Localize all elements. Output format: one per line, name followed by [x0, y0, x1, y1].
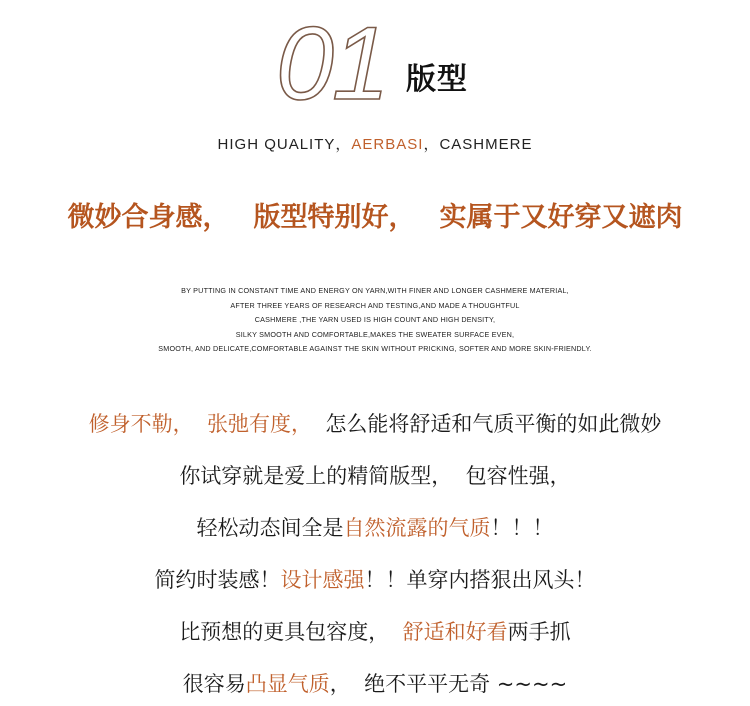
body-highlight: 自然流露的气质	[343, 516, 491, 540]
body-line-1	[0, 398, 750, 450]
headline-phrase-2: 版型特别好，	[253, 202, 416, 233]
english-line: SILKY SMOOTH AND COMFORTABLE,MAKES THE SWEATER SURFACE EVEN,	[235, 329, 515, 339]
english-line: CASHMERE ,THE YARN USED IS HIGH COUNT AND HIGH DENSITY,	[254, 315, 496, 325]
body-text: 比预想的更具包容度，	[179, 620, 403, 644]
body-text: ， 绝不平平无奇 ~~~~	[329, 672, 568, 696]
body-highlight: 设计感强	[280, 568, 365, 592]
section-header	[0, 6, 750, 122]
body-text: 两手抓	[507, 620, 571, 644]
subtitle-quality: HIGH QUALITY，	[217, 136, 352, 153]
body-text: ！！！	[490, 516, 554, 540]
body-line-6	[0, 658, 750, 706]
headline-phrase-1: 微妙合身感，	[67, 202, 230, 233]
english-description	[0, 284, 750, 357]
english-line: AFTER THREE YEARS OF RESEARCH AND TESTING,AND MADE A THOUGHTFUL	[230, 300, 520, 310]
headline	[0, 198, 750, 238]
section-title: 版型	[406, 62, 468, 97]
section-number: 01	[276, 6, 388, 122]
body-text: 你试穿就是爱上的精简版型， 包容性强，	[179, 464, 571, 488]
body-text: 简约时装感！	[154, 568, 281, 592]
body-text: 很容易	[182, 672, 246, 696]
body-highlight: 修身不勒，	[88, 412, 194, 436]
quality-subtitle	[0, 134, 750, 156]
body-highlight: 凸显气质	[245, 672, 330, 696]
body-copy	[0, 398, 750, 706]
headline-phrase-3: 实属于又好穿又遮肉	[439, 202, 683, 233]
body-highlight: 张弛有度，	[207, 412, 312, 436]
body-text: 怎么能将舒适和气质平衡的如此微妙	[325, 412, 662, 436]
english-line: SMOOTH, AND DELICATE,COMFORTABLE AGAINST THE SKIN WITHOUT PRICKING, SOFTER AND MORE SKIN-FRIENDLY.	[158, 344, 592, 354]
body-text: 轻松动态间全是	[196, 516, 344, 540]
body-line-5	[0, 606, 750, 658]
body-text: ！！单穿内搭狠出风头！	[364, 568, 596, 592]
subtitle-cashmere: ，CASHMERE	[423, 136, 533, 153]
subtitle-brand: AERBASI	[351, 136, 424, 153]
body-highlight: 舒适和好看	[402, 620, 508, 644]
body-line-3	[0, 502, 750, 554]
body-line-4	[0, 554, 750, 606]
english-line: BY PUTTING IN CONSTANT TIME AND ENERGY ON YARN,WITH FINER AND LONGER CASHMERE MATERIAL,	[181, 286, 569, 295]
body-line-2	[0, 450, 750, 502]
